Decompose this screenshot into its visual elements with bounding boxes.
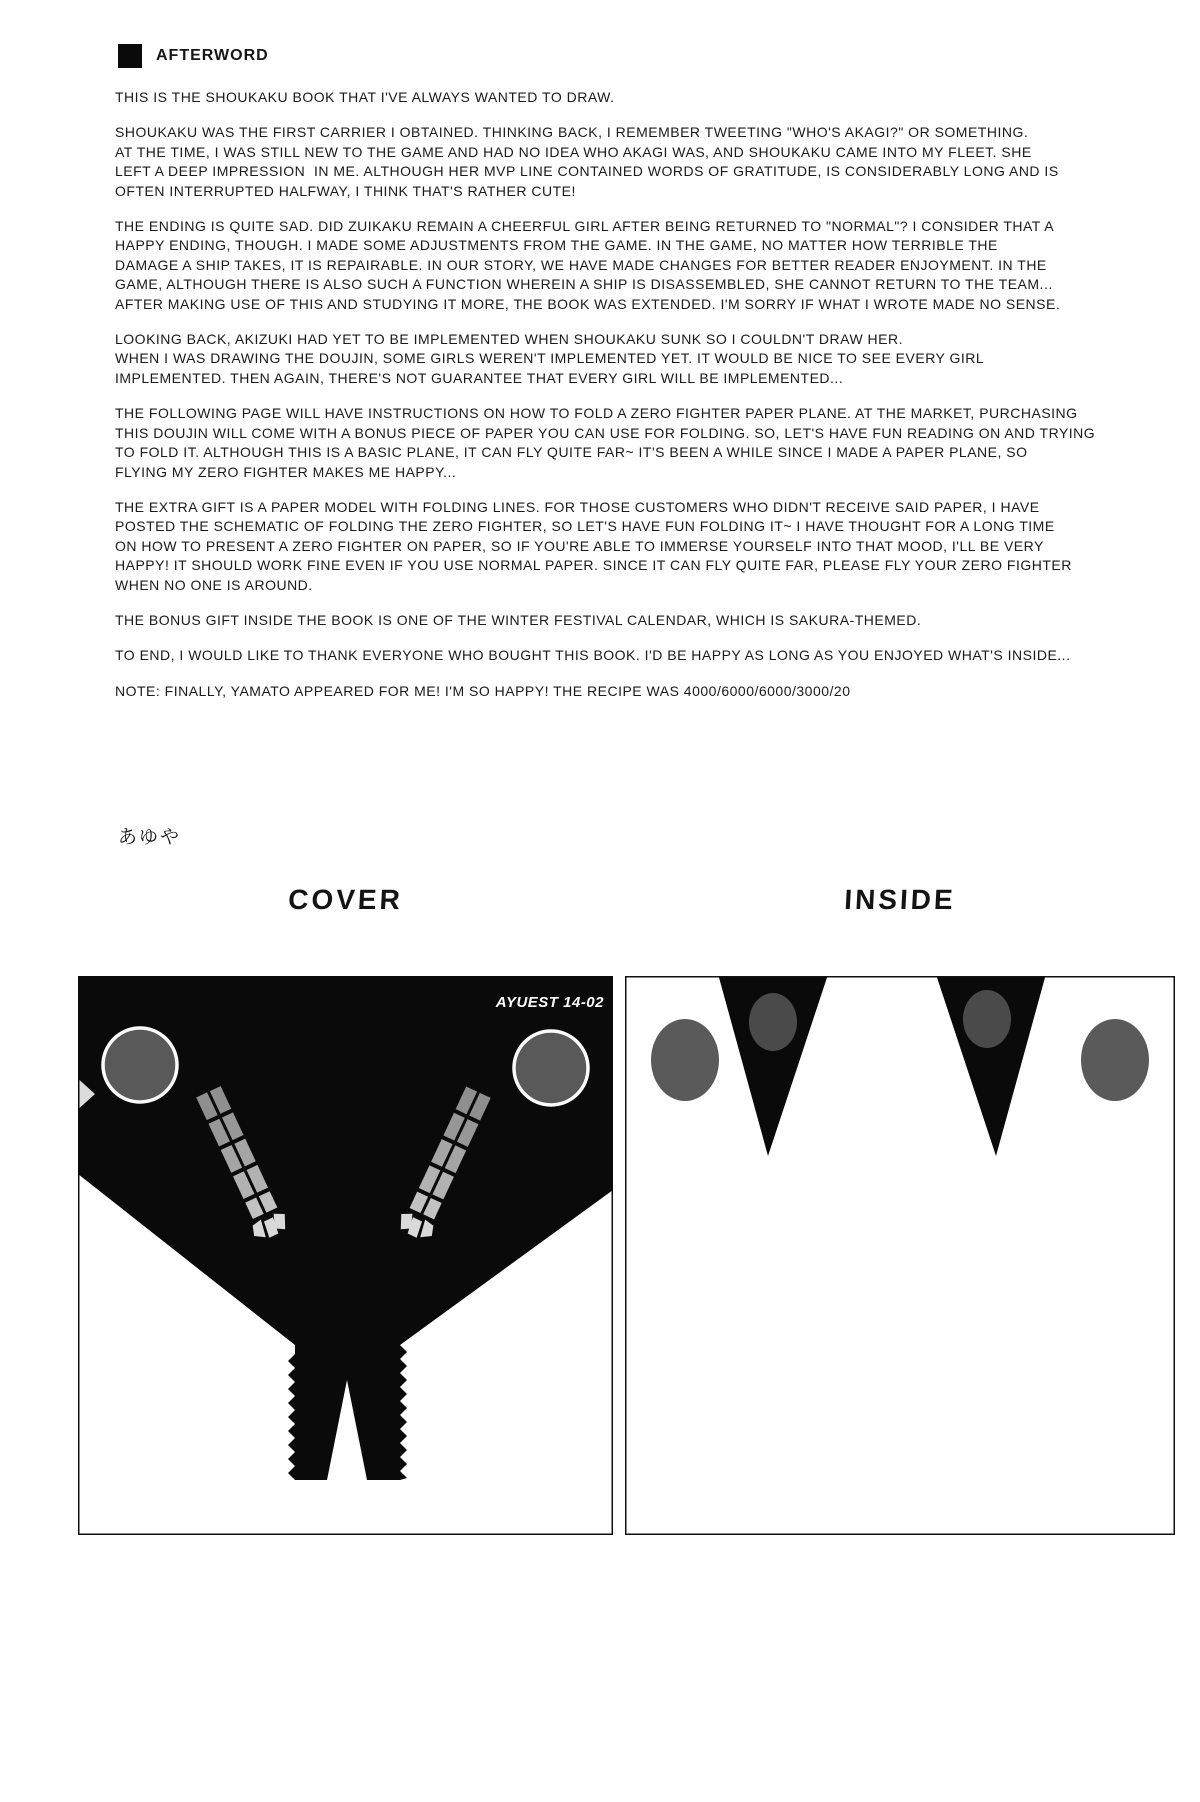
text-line: OFTEN INTERRUPTED HALFWAY, I THINK THAT'S RATHER CUTE! — [115, 182, 576, 199]
cover-schematic-svg — [78, 976, 613, 1535]
text-line: THE BONUS GIFT INSIDE THE BOOK IS ONE OF THE WINTER FESTIVAL CALENDAR, WHICH IS SAKURA-THEMED. — [115, 611, 922, 628]
text-line: THE FOLLOWING PAGE WILL HAVE INSTRUCTIONS ON HOW TO FOLD A ZERO FIGHTER PAPER PLANE. AT THE MARKET, PURCHASING — [115, 405, 1078, 422]
text-line: LEFT A DEEP IMPRESSION IN ME. ALTHOUGH HER MVP LINE CONTAINED WORDS OF GRATITUDE, IS CONSIDERABLY LONG AND IS — [115, 163, 1059, 180]
cover-label: COVER — [287, 884, 404, 915]
afterword-header — [118, 44, 269, 68]
text-line: SHOUKAKU WAS THE FIRST CARRIER I OBTAINED. THINKING BACK, I REMEMBER TWEETING "WHO'S AKAGI?" OR SOMETHING. — [115, 124, 1029, 141]
inside-diagram — [625, 976, 1175, 1535]
text-line: WHEN I WAS DRAWING THE DOUJIN, SOME GIRLS WEREN'T IMPLEMENTED YET. IT WOULD BE NICE TO SEE EVERY GIRL — [115, 350, 985, 367]
text-line: HAPPY ENDING, THOUGH. I MADE SOME ADJUSTMENTS FROM THE GAME. IN THE GAME, NO MATTER HOW TERRIBLE THE — [115, 237, 998, 254]
cover-brand-text: AYUEST 14-02 — [495, 994, 604, 1011]
paragraph — [115, 330, 1080, 388]
afterword-title: AFTERWORD — [156, 47, 269, 64]
paragraph — [115, 404, 1096, 482]
text-line: AFTER MAKING USE OF THIS AND STUDYING IT MORE, THE BOOK WAS EXTENDED. I'M SORRY IF WHAT I WROTE MADE NO SENSE. — [115, 295, 1061, 312]
text-line: FLYING MY ZERO FIGHTER MAKES ME HAPPY... — [115, 463, 457, 480]
paragraph — [115, 682, 1080, 701]
text-line: TO END, I WOULD LIKE TO THANK EVERYONE WHO BOUGHT THIS BOOK. I'D BE HAPPY AS LONG AS YOU ENJOYED WHAT'S INSIDE... — [115, 647, 1071, 664]
text-line: THE ENDING IS QUITE SAD. DID ZUIKAKU REMAIN A CHEERFUL GIRL AFTER BEING RETURNED TO "NORMAL"? I CONSIDER THAT A — [115, 218, 1055, 235]
paragraph — [115, 217, 1080, 314]
text-line: NOTE: FINALLY, YAMATO APPEARED FOR ME! I'M SO HAPPY! THE RECIPE WAS 4000/6000/6000/3000/20 — [115, 682, 851, 699]
cover-diagram — [78, 976, 613, 1535]
paragraph — [115, 88, 1080, 107]
text-line: THIS IS THE SHOUKAKU BOOK THAT I'VE ALWAYS WANTED TO DRAW. — [115, 89, 615, 105]
text-line: IMPLEMENTED. THEN AGAIN, THERE'S NOT GUARANTEE THAT EVERY GIRL WILL BE IMPLEMENTED... — [115, 369, 844, 386]
inside-circle-right — [1081, 1019, 1149, 1101]
text-line: DAMAGE A SHIP TAKES, IT IS REPAIRABLE. IN OUR STORY, WE HAVE MADE CHANGES FOR BETTER READER ENJOYMENT. IN THE — [115, 256, 1047, 273]
text-line: THIS DOUJIN WILL COME WITH A BONUS PIECE OF PAPER YOU CAN USE FOR FOLDING. SO, LET'S HAVE FUN READING ON AND TRYING — [115, 424, 1096, 441]
text-line: TO FOLD IT. ALTHOUGH THIS IS A BASIC PLANE, IT CAN FLY QUITE FAR~ IT'S BEEN A WHILE SINCE I MADE A PAPER PLANE, SO — [115, 444, 1028, 461]
paragraph — [115, 646, 1080, 665]
text-line: WHEN NO ONE IS AROUND. — [115, 576, 313, 593]
text-line: GAME, ALTHOUGH THERE IS ALSO SUCH A FUNCTION WHEREIN A SHIP IS DISASSEMBLED, SHE CANNOT RETURN TO THE TEAM... — [115, 276, 1053, 293]
cover-circle-right — [514, 1031, 588, 1105]
text-line: LOOKING BACK, AKIZUKI HAD YET TO BE IMPLEMENTED WHEN SHOUKAKU SUNK SO I COULDN'T DRAW HER. — [115, 331, 903, 348]
artist-signature: あゆや — [118, 827, 182, 848]
paragraph — [115, 611, 1080, 630]
section-bullet-square — [118, 44, 142, 68]
text-line: HAPPY! IT SHOULD WORK FINE EVEN IF YOU USE NORMAL PAPER. SINCE IT CAN FLY QUITE FAR, PLEASE FLY YOUR ZERO FIGHTER — [115, 557, 1072, 574]
inside-label: INSIDE — [843, 884, 957, 915]
text-line: ON HOW TO PRESENT A ZERO FIGHTER ON PAPER, SO IF YOU'RE ABLE TO IMMERSE YOURSELF INTO THAT MOOD, I'LL BE VERY — [115, 537, 1044, 554]
afterword-body — [115, 88, 1096, 717]
text-line: THE EXTRA GIFT IS A PAPER MODEL WITH FOLDING LINES. FOR THOSE CUSTOMERS WHO DIDN'T RECEIVE SAID PAPER, I HAVE — [115, 498, 1040, 515]
inside-circle-left — [651, 1019, 719, 1101]
inside-schematic-svg — [625, 976, 1175, 1535]
text-line: AT THE TIME, I WAS STILL NEW TO THE GAME AND HAD NO IDEA WHO AKAGI WAS, AND SHOUKAKU CAME INTO MY FLEET. SHE — [115, 143, 1032, 160]
triangle-circle-right — [963, 990, 1011, 1048]
paragraph — [115, 123, 1080, 201]
cover-circle-left — [103, 1028, 177, 1102]
paragraph — [115, 498, 1080, 595]
triangle-circle-left — [749, 993, 797, 1051]
text-line: POSTED THE SCHEMATIC OF FOLDING THE ZERO FIGHTER, SO LET'S HAVE FUN FOLDING IT~ I HAVE THOUGHT FOR A LONG TIME — [115, 518, 1055, 535]
